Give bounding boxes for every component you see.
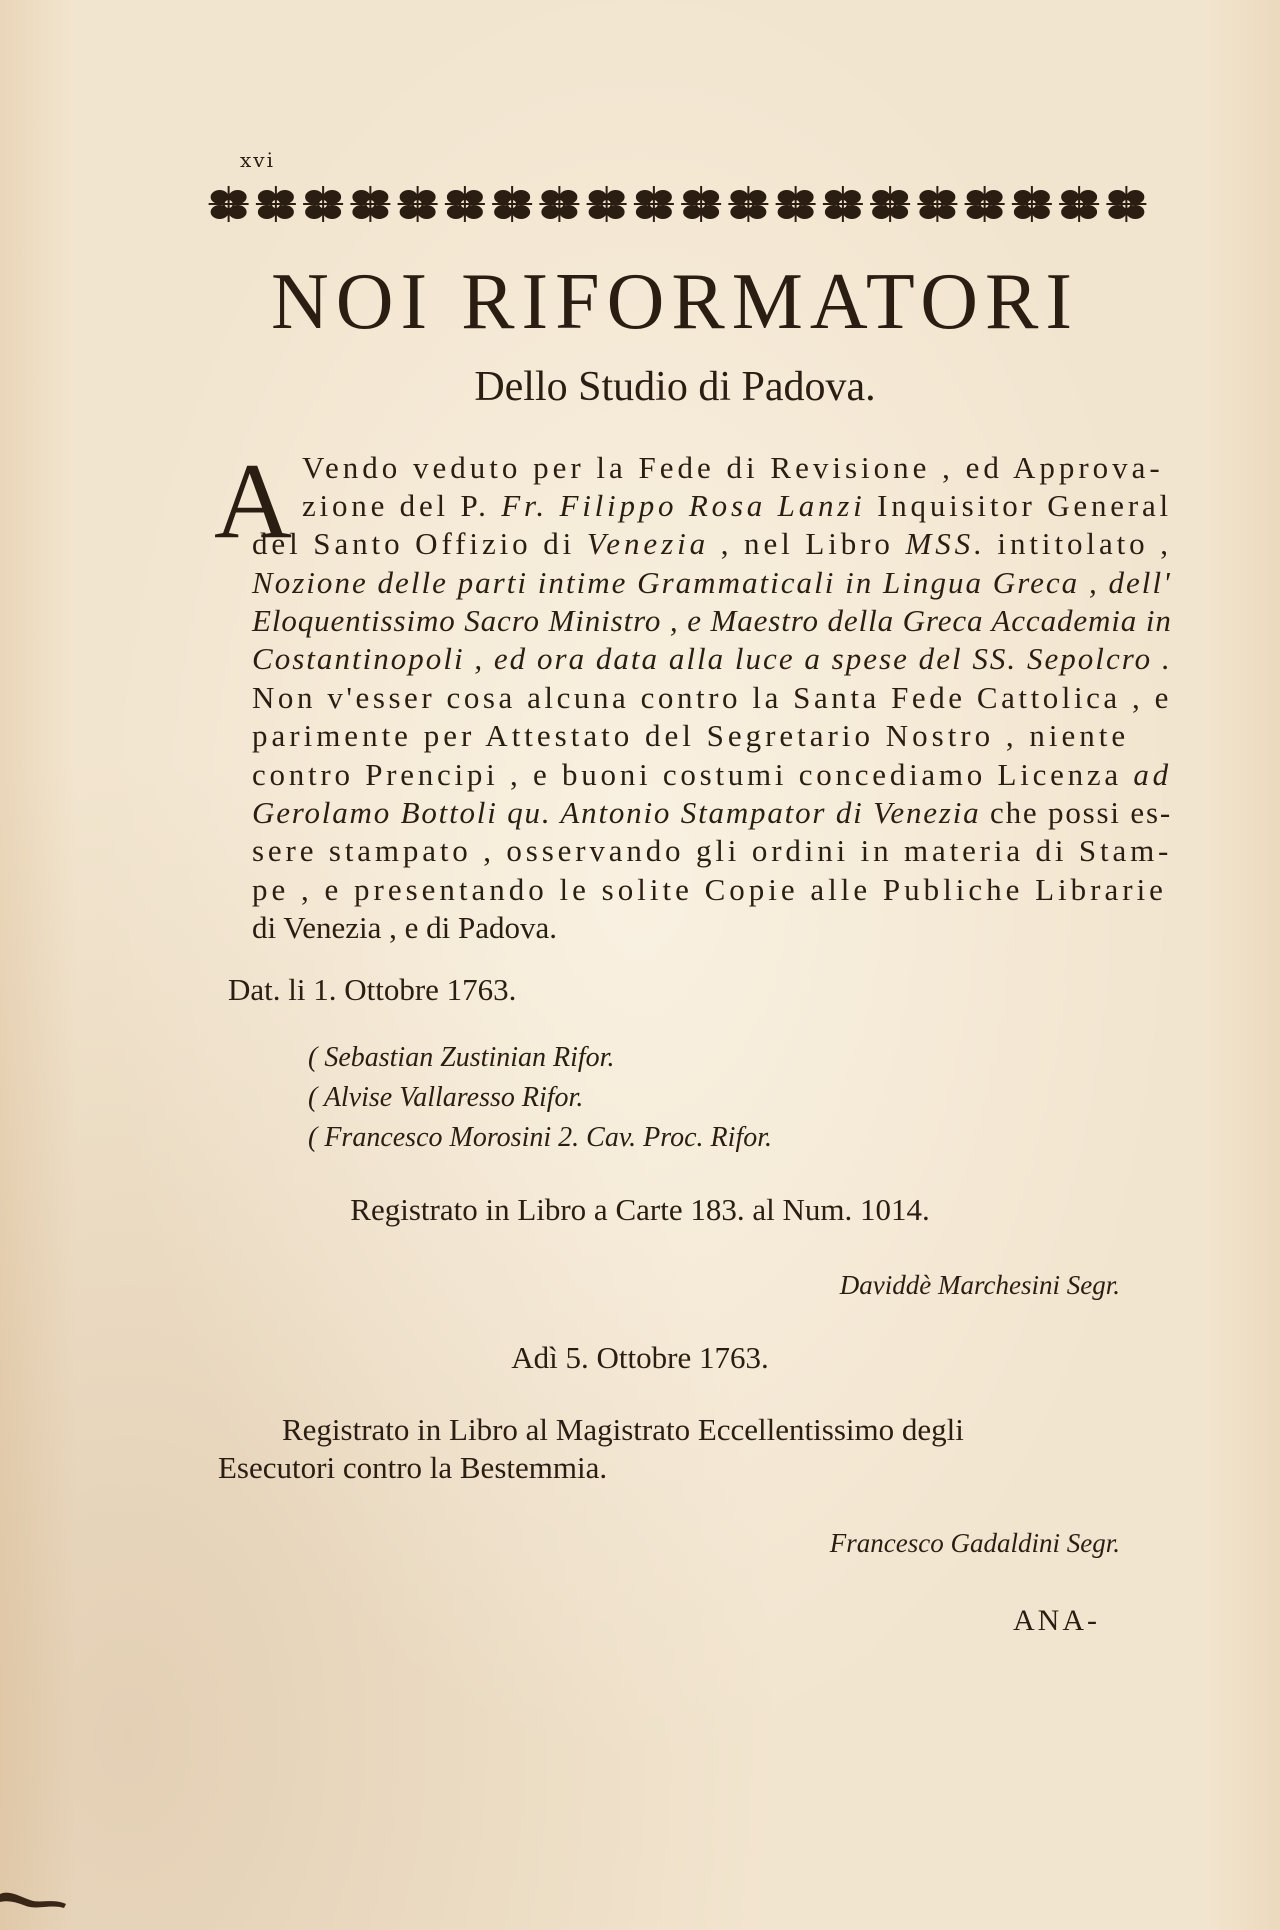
paragraph-line <box>252 874 1167 905</box>
paragraph-line <box>252 682 1172 713</box>
fleuron-icon <box>1012 186 1052 222</box>
roman-text: del Santo Offizio di <box>252 526 587 561</box>
subtitle: Dello Studio di Padova. <box>474 364 876 410</box>
registration-line: Registrato in Libro al Magistrato Eccellentissimo degli <box>282 1412 964 1447</box>
roman-text: zione del P. <box>302 488 502 523</box>
registration-line: Registrato in Libro a Carte 183. al Num. 1014. <box>350 1192 930 1227</box>
main-title: NOI RIFORMATORI <box>270 258 1080 346</box>
roman-text: contro Prencipi , e buoni costumi concediamo Licenza <box>252 757 1134 792</box>
italic-text: Nozione delle parti intime Grammaticali in Lingua Greca , dell' <box>252 565 1172 600</box>
signatory-line: ( Sebastian Zustinian Rifor. <box>308 1042 615 1073</box>
italic-text: Eloquentissimo Sacro Ministro , e Maestro della Greca Accademia in <box>252 603 1172 638</box>
fleuron-icon <box>492 186 532 222</box>
roman-text: sere stampato , osservando gli ordini in materia di Stam- <box>252 833 1173 868</box>
paragraph-line <box>252 643 1172 674</box>
italic-text: MSS. <box>905 526 986 561</box>
paragraph-line <box>252 605 1172 636</box>
secretary-signature: Daviddè Marchesini Segr. <box>839 1270 1120 1300</box>
italic-text: Venezia <box>586 526 710 561</box>
fleuron-icon <box>776 186 816 222</box>
signatory-line: ( Francesco Morosini 2. Cav. Proc. Rifor. <box>308 1122 773 1153</box>
fleuron-icon <box>539 186 579 222</box>
fleuron-icon <box>350 186 390 222</box>
paragraph-line <box>252 759 1172 790</box>
secretary-signature: Francesco Gadaldini Segr. <box>829 1528 1120 1558</box>
italic-text: Fr. Filippo Rosa Lanzi <box>501 488 866 523</box>
paragraph-line <box>252 720 1129 751</box>
roman-text: Vendo veduto per la Fede di Revisione , ed Approva- <box>302 450 1164 485</box>
license-date: Dat. li 1. Ottobre 1763. <box>228 972 517 1007</box>
paragraph-line <box>252 797 1172 828</box>
roman-text: parimente per Attestato del Segretario Nostro , niente <box>252 718 1130 753</box>
fleuron-icon <box>445 186 485 222</box>
roman-text: Non v'esser cosa alcuna contro la Santa Fede Cattolica , e <box>252 680 1172 715</box>
drop-capital: A <box>214 442 292 561</box>
paragraph-line <box>252 567 1172 598</box>
paragraph-line <box>252 835 1172 866</box>
catchword: ANA- <box>1013 1604 1100 1637</box>
fleuron-icon <box>1106 186 1146 222</box>
fleuron-icon <box>634 186 674 222</box>
roman-text: che possi es- <box>980 795 1172 830</box>
fleuron-icon <box>870 186 910 222</box>
italic-text: ad <box>1133 757 1172 792</box>
fleuron-icon <box>398 186 438 222</box>
fleuron-icon <box>681 186 721 222</box>
roman-text: , nel Libro <box>709 526 906 561</box>
fleuron-icon <box>256 186 296 222</box>
roman-text: di Venezia , e di Padova. <box>252 910 558 945</box>
fleuron-icon <box>823 186 863 222</box>
paragraph-line <box>302 490 1172 521</box>
paragraph-line <box>252 912 557 943</box>
fleuron-icon <box>728 186 768 222</box>
fleuron-icon <box>303 186 343 222</box>
fleuron-icon <box>965 186 1005 222</box>
second-date: Adì 5. Ottobre 1763. <box>511 1340 769 1375</box>
paragraph-line <box>252 528 1172 559</box>
italic-text: Costantinopoli , ed ora data alla luce a spese del SS. Sepolcro . <box>252 641 1172 676</box>
ink-blot <box>0 1880 70 1910</box>
folio-number: xvi <box>240 148 275 172</box>
roman-text: Inquisitor General <box>865 488 1172 523</box>
registration-line: Esecutori contro la Bestemmia. <box>218 1450 608 1485</box>
paragraph-line <box>302 452 1164 483</box>
fleuron-icon <box>209 186 249 222</box>
italic-text: Gerolamo Bottoli qu. Antonio Stampator di Venezia <box>252 795 981 830</box>
roman-text: pe , e presentando le solite Copie alle Publiche Librarie <box>252 872 1167 907</box>
signatory-line: ( Alvise Vallaresso Rifor. <box>308 1082 584 1113</box>
fleuron-icon <box>587 186 627 222</box>
fleuron-icon <box>917 186 957 222</box>
roman-text: intitolato , <box>985 526 1172 561</box>
ornament-band <box>205 178 1150 230</box>
fleuron-icon <box>1059 186 1099 222</box>
